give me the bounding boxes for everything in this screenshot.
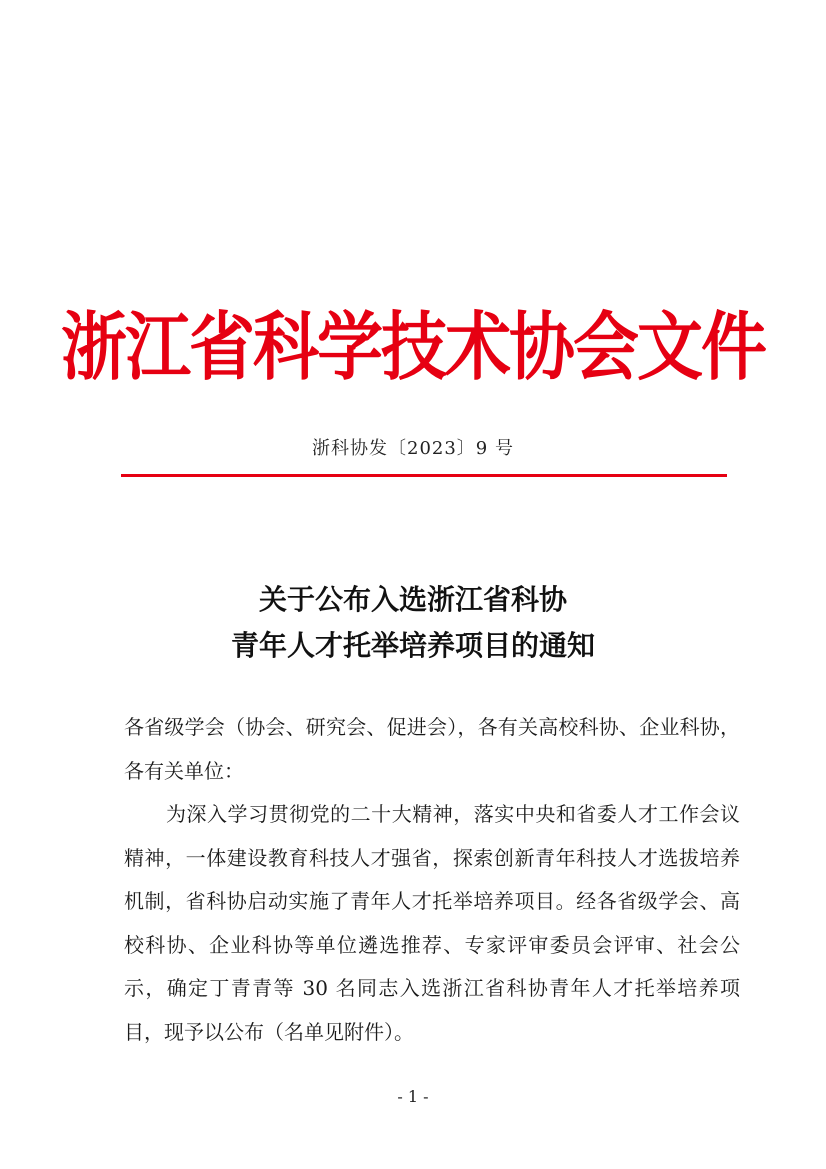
- notice-title: [0, 577, 826, 669]
- page-number: - 1 -: [397, 1087, 429, 1106]
- red-divider-line: [121, 474, 727, 477]
- document-number: 浙科协发〔2023〕9 号: [312, 438, 514, 459]
- notice-title-line-1: 关于公布入选浙江省科协: [258, 583, 567, 616]
- salutation: 各省级学会（协会、研究会、促进会），各有关高校科协、企业科协，各有关单位：: [124, 715, 740, 783]
- body-paragraph-1: 为深入学习贯彻党的二十大精神，落实中央和省委人才工作会议精神，一体建设教育科技人才强省，探索创新青年科技人才选拔培养机制，省科协启动实施了青年人才托举培养项目。经各省级学会、高校科协、企业科协等单位遴选推荐、专家评审委员会评审、社会公示，确定丁青青等 30 名同志入选浙江省科协青年人才托举培养项目，现予以公布（名单见附件）。: [124, 802, 740, 1044]
- notice-body: [124, 706, 740, 1054]
- notice-title-line-2: 青年人才托举培养项目的通知: [230, 629, 595, 662]
- masthead-title: 浙江省科学技术协会文件: [61, 304, 765, 391]
